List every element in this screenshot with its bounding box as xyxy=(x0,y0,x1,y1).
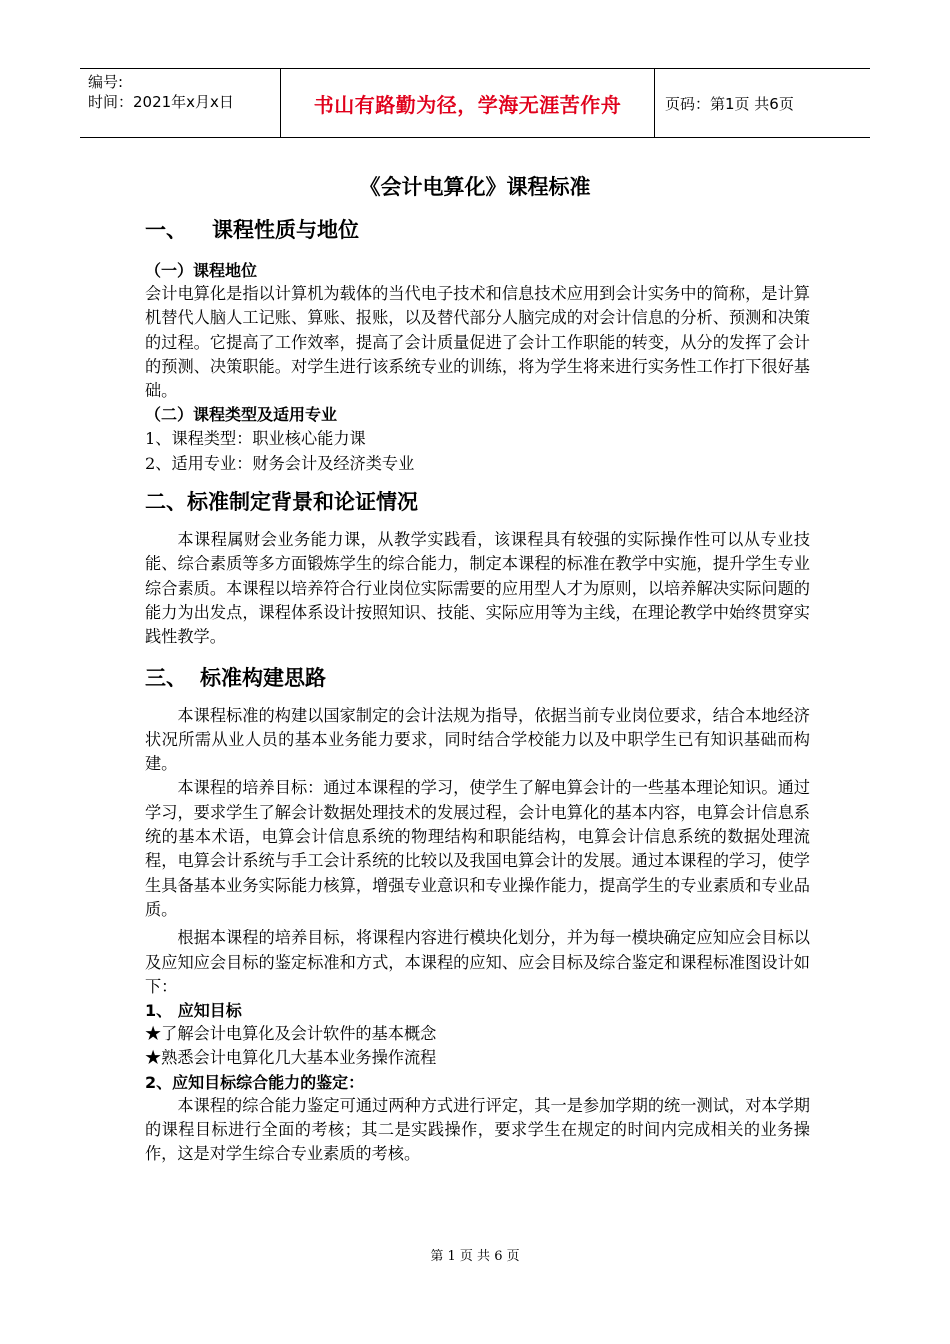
goal-item-1: ★了解会计电算化及会计软件的基本概念 xyxy=(145,1024,437,1044)
subsection-course-type: （二）课程类型及适用专业 xyxy=(145,405,338,425)
paragraph-section-3-1: 本课程标准的构建以国家制定的会计法规为指导，依据当前专业岗位要求，结合本地经济状况所需从业人员的基本业务能力要求，同时结合学校能力以及中职学生已有知识基础而构建。 xyxy=(145,705,810,774)
heading-ability-assessment: 2、应知目标综合能力的鉴定： xyxy=(145,1072,365,1092)
heading-knowledge-goals: 1、 应知目标 xyxy=(145,1001,242,1021)
paragraph-assessment: 本课程的综合能力鉴定可通过两种方式进行评定，其一是参加学期的统一测试，对本学期的课程目标进行全面的考核；其二是实践操作，要求学生在规定的时间内完成相关的业务操作，这是对学生综合专业素质的考核。 xyxy=(145,1095,810,1164)
paragraph-section-3-2: 本课程的培养目标：通过本课程的学习，使学生了解电算会计的一些基本理论知识。通过学习，要求学生了解会计数据处理技术的发展过程，会计电算化的基本内容，电算会计信息系统的基本术语，电算会计信息系统的物理结构和职能结构，电算会计信息系统的数据处理流程，电算会计系统与手工会计系统的比较以及我国电算会计的发展。通过本课程的学习，使学生具备基本业务实际能力核算，增强专业意识和专业操作能力，提高学生的专业素质和专业品质。 xyxy=(145,778,810,919)
section-3-title: 标准构建思路 xyxy=(200,665,326,690)
number-label: 编号: xyxy=(88,73,124,91)
paragraph-section-2: 本课程属财会业务能力课，从教学实践看，该课程具有较强的实际操作性可以从专业技能、综合素质等多方面锻炼学生的综合能力，制定本课程的标准在教学中实施，提升学生专业综合素质。本课程以培养符合行业岗位实际需要的应用型人才为原则，以培养解决实际问题的能力为出发点，课程体系设计按照知识、技能、实际应用等为主线，在理论教学中始终贯穿实践性教学。 xyxy=(145,530,810,647)
section-2-heading: 二、标准制定背景和论证情况 xyxy=(145,490,418,515)
section-1-title: 课程性质与地位 xyxy=(212,218,359,242)
header-meta xyxy=(80,69,280,137)
section-1-heading xyxy=(145,216,810,244)
subsection-course-position: （一）课程地位 xyxy=(145,261,258,280)
section-3-heading xyxy=(145,664,810,692)
page-header xyxy=(80,68,870,138)
date-label: 时间：2021年x月x日 xyxy=(88,93,234,111)
list-item-course-type: 1、课程类型：职业核心能力课 xyxy=(145,429,366,449)
header-motto-cell xyxy=(280,69,655,137)
goal-item-2: ★熟悉会计电算化几大基本业务操作流程 xyxy=(145,1048,437,1068)
section-1-number: 一、 xyxy=(145,218,187,242)
paragraph-course-position: 会计电算化是指以计算机为载体的当代电子技术和信息技术应用到会计实务中的简称，是计算机替代人脑人工记账、算账、报账，以及替代部分人脑完成的对会计信息的分析、预测和决策的过程。它提高了工作效率，提高了会计质量促进了会计工作职能的转变，从分的发挥了会计的预测、决策职能。对学生进行该系统专业的训练，将为学生将来进行实务性工作打下很好基础。 xyxy=(145,284,810,401)
section-3-number: 三、 xyxy=(145,665,187,690)
header-page-info: 页码：第1页 共6页 xyxy=(665,94,794,113)
document-body xyxy=(145,216,810,1167)
paragraph-section-3-3: 根据本课程的培养目标，将课程内容进行模块化划分，并为每一模块确定应知应会目标以及应知应会目标的鉴定标准和方式，本课程的应知、应会目标及综合鉴定和课程标准图设计如下： xyxy=(145,928,810,996)
page-footer: 第 1 页 共 6 页 xyxy=(430,1249,520,1264)
document-title: 《会计电算化》课程标准 xyxy=(359,175,591,199)
header-motto: 书山有路勤为径，学海无涯苦作舟 xyxy=(313,92,622,117)
list-item-applicable-major: 2、适用专业：财务会计及经济类专业 xyxy=(145,453,415,473)
